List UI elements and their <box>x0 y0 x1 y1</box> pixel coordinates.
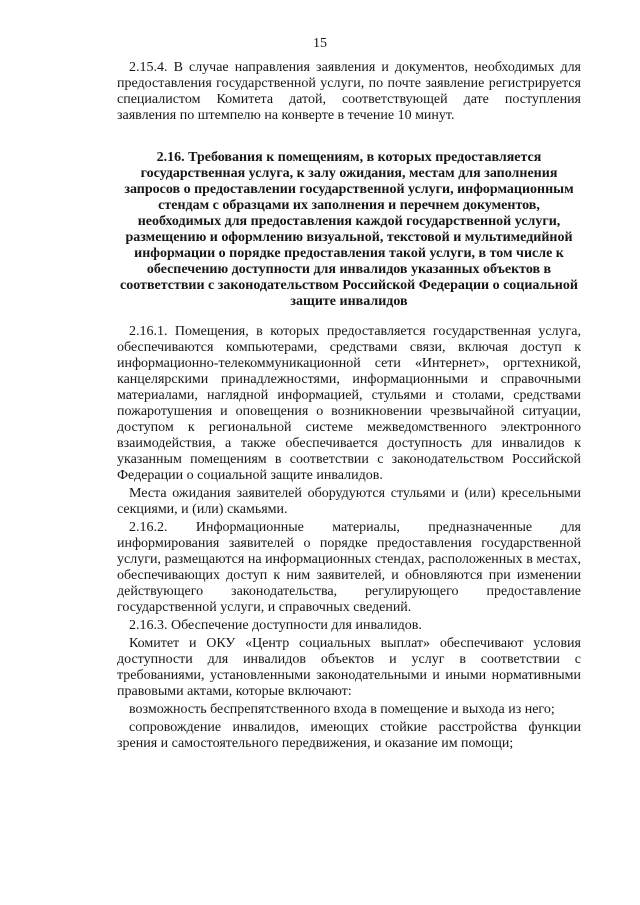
section-heading-2-16: 2.16. Требования к помещениям, в которых предоставляется государственная услуга, к залу ожидания, местам для заполнения запросов о предоставлении государственной услуги, информационным стендам с образцами их заполнения и перечнем документов, необходимых для предоставления каждой государственной услуги, размещению и оформлению визуальной, текстовой и мультимедийной информации о порядке предоставления такой услуги, в том числе к обеспечению доступности для инвалидов указанных объектов в соответствии с законодательством Российской Федерации о социальной защите инвалидов <box>120 150 578 309</box>
paragraph-2-15-4: 2.15.4. В случае направления заявления и документов, необходимых для предоставления государственной услуги, по почте заявление регистрируется специалистом Комитета датой, соответствующей дате поступления заявления по штемпелю на конверте в течение 10 минут. <box>117 60 581 123</box>
page-number: 15 <box>313 36 327 51</box>
paragraph-access-entry: возможность беспрепятственного входа в помещение и выхода из него; <box>129 702 555 717</box>
paragraph-waiting-places: Места ожидания заявителей оборудуются стульями и (или) кресельными секциями, и (или) скамьями. <box>117 486 581 517</box>
document-body <box>117 60 581 752</box>
paragraph-support: сопровождение инвалидов, имеющих стойкие расстройства функции зрения и самостоятельного передвижения, и оказание им помощи; <box>117 720 581 751</box>
paragraph-2-16-2: 2.16.2. Информационные материалы, предназначенные для информирования заявителей о порядке предоставления государственной услуги, размещаются на информационных стендах, расположенных в местах, обеспечивающих доступ к ним заявителей, и обновляются при изменении действующего законодательства, регулирующего предоставление государственной услуги, и справочных сведений. <box>117 520 581 615</box>
paragraph-committee: Комитет и ОКУ «Центр социальных выплат» обеспечивают условия доступности для инвалидов объектов и услуг в соответствии с требованиями, установленными законодательными и иными нормативными правовыми актами, которые включают: <box>117 636 581 699</box>
paragraph-2-16-3: 2.16.3. Обеспечение доступности для инвалидов. <box>129 618 422 633</box>
paragraph-2-16-1: 2.16.1. Помещения, в которых предоставляется государственная услуга, обеспечиваются компьютерами, средствами связи, включая доступ к информационно-телекоммуникационной сети «Интернет», оргтехникой, канцелярскими принадлежностями, информационными и справочными материалами, наглядной информацией, стульями и столами, средствами пожаротушения и оповещения о возникновении чрезвычайной ситуации, доступом к региональной системе межведомственного электронного взаимодействия, а также обеспечивается доступность для инвалидов к указанным помещениям в соответствии с законодательством Российской Федерации о социальной защите инвалидов. <box>117 324 581 483</box>
